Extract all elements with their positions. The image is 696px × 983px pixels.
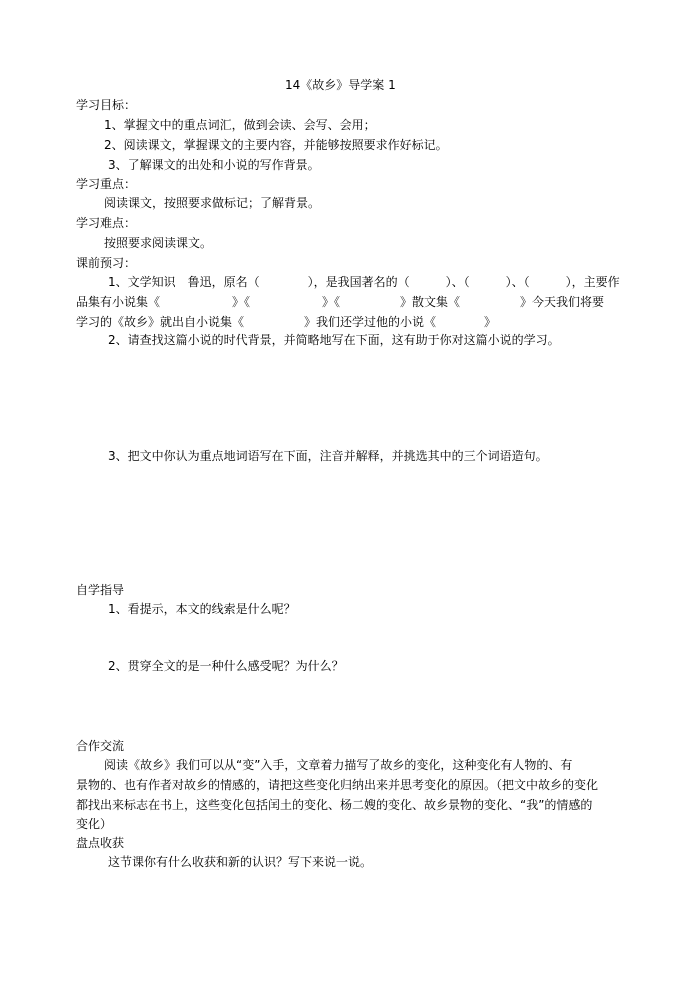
summary-heading: 盘点收获	[76, 836, 125, 850]
cooperation-heading: 合作交流	[76, 739, 125, 753]
preview-q1-line1: 1、文学知识 鲁迅，原名（ ），是我国著名的（ ）、（ ）、（ ），主要作	[108, 275, 620, 289]
self-study-q1: 1、看提示，本文的线索是什么呢？	[108, 602, 296, 616]
cooperation-line3: 都找出来标志在书上，这些变化包括闰土的变化、杨二嫂的变化、故乡景物的变化、“我”的情感的	[76, 798, 593, 812]
difficulties-text: 按照要求阅读课文。	[104, 236, 213, 250]
goal-item-2: 2、阅读课文，掌握课文的主要内容，并能够按照要求作好标记。	[104, 138, 448, 152]
preview-q1-line3: 学习的《故乡》就出自小说集《 》我们还学过他的小说《 》	[76, 315, 497, 329]
preview-q2: 2、请查找这篇小说的时代背景，并简略地写在下面，这有助于你对这篇小说的学习。	[108, 333, 560, 347]
cooperation-line4: 变化）	[76, 817, 113, 831]
self-study-heading: 自学指导	[76, 583, 125, 597]
goal-item-1: 1、掌握文中的重点词汇，做到会读、会写、会用；	[104, 118, 376, 132]
goal-item-3: 3、了解课文的出处和小说的写作背景。	[108, 158, 320, 172]
key-points-heading: 学习重点：	[76, 177, 137, 191]
key-points-text: 阅读课文，按照要求做标记；了解背景。	[104, 196, 321, 210]
document-title: 14《故乡》导学案 1	[285, 78, 396, 92]
cooperation-line1: 阅读《故乡》我们可以从“变”入手，文章着力描写了故乡的变化，这种变化有人物的、有	[104, 758, 573, 772]
preview-heading: 课前预习：	[76, 256, 137, 270]
cooperation-line2: 景物的、也有作者对故乡的情感的，请把这些变化归纳出来并思考变化的原因。（把文中故乡的变化	[76, 778, 599, 792]
summary-text: 这节课你有什么收获和新的认识？写下来说一说。	[108, 855, 373, 869]
preview-q1-line2: 品集有小说集《 》《 》《 》散文集《 》今天我们将要	[76, 295, 605, 309]
difficulties-heading: 学习难点：	[76, 216, 137, 230]
preview-q3: 3、把文中你认为重点地词语写在下面，注音并解释，并挑选其中的三个词语造句。	[108, 449, 548, 463]
self-study-q2: 2、贯穿全文的是一种什么感受呢？为什么？	[108, 659, 344, 673]
goals-heading: 学习目标：	[76, 98, 137, 112]
